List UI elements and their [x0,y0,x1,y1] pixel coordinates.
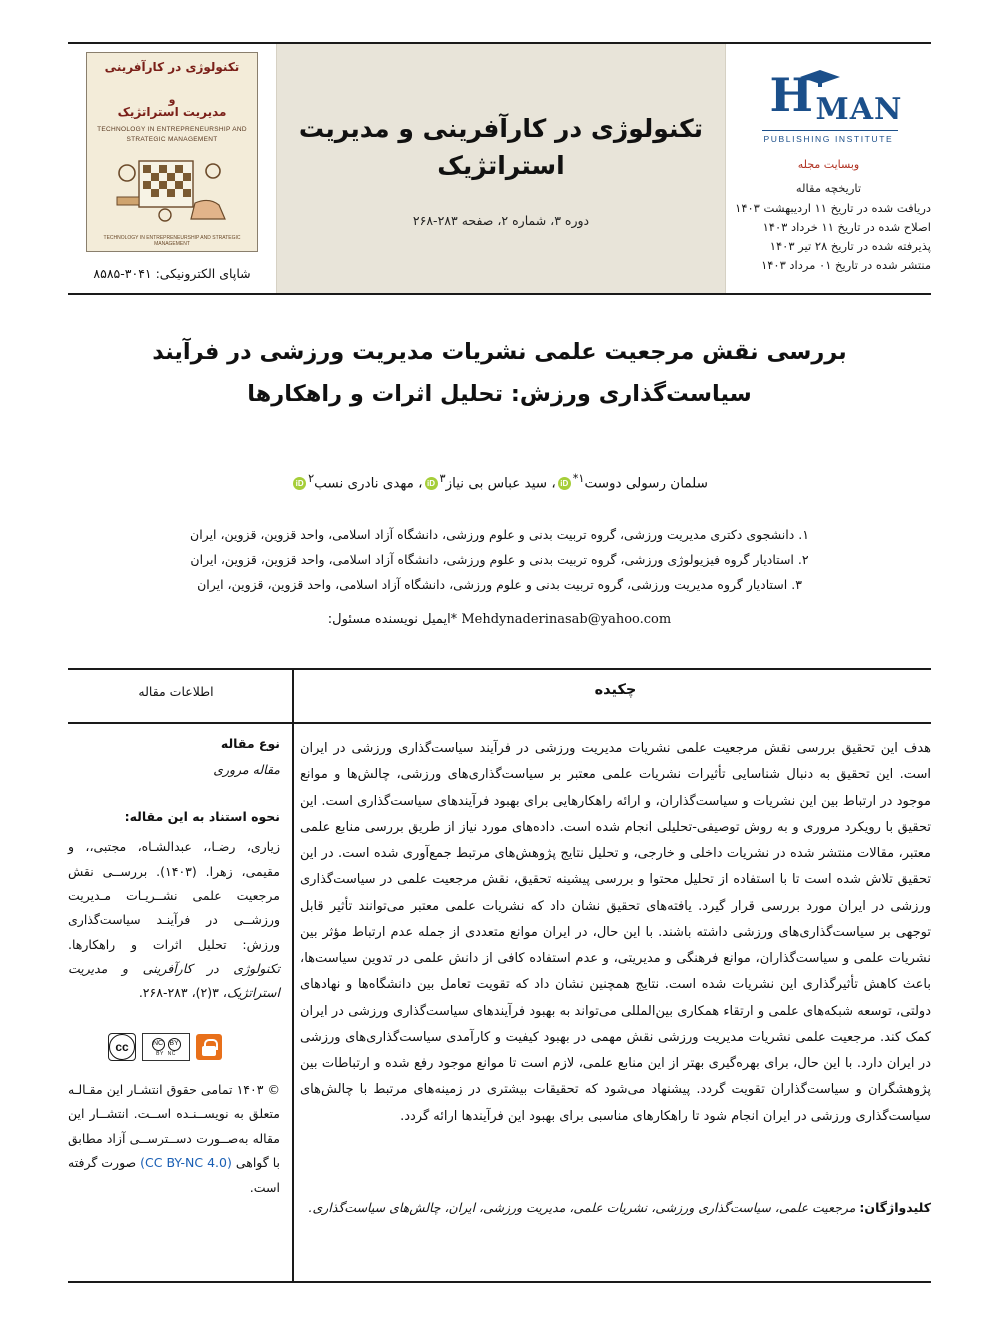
orcid-icon[interactable]: iD [558,477,571,490]
cover-footer-text: TECHNOLOGY IN ENTREPRENEURSHIP AND STRATEGIC MANAGEMENT [103,235,241,247]
affiliation-3: ۳. استادیار گروه مدیریت ورزشی، گروه تربیت بدنی و علوم ورزشی، دانشگاه آزاد اسلامی، واحد قزوین، قزوین، ایران [197,577,802,592]
publisher-tagline: PUBLISHING INSTITUTE [763,134,894,144]
cc-by-icon: BY [168,1038,181,1051]
open-access-icon [196,1034,222,1060]
journal-issue-meta: دوره ۳، شماره ۲، صفحه ۲۸۳-۲۶۸ [412,212,590,228]
keywords-label: کلیدواژگان: [859,1200,931,1215]
orcid-icon[interactable]: iD [425,477,438,490]
cc-licence-link[interactable]: (CC BY-NC 4.0) [140,1155,232,1171]
abstract-top-rule [68,668,931,670]
article-info-column [68,732,280,1006]
author-1-sup: ۱* [572,472,585,485]
affiliation-list [90,522,909,597]
history-received: دریافت شده در تاریخ ۱۱ اردیبهشت ۱۴۰۳ [735,201,931,215]
cc-nc-icon: NC [152,1038,165,1051]
licence-badges [108,1032,278,1062]
cover-english-title: TECHNOLOGY IN ENTREPRENEURSHIP AND STRATEGIC MANAGEMENT [97,126,247,143]
header-cover-column [68,44,276,293]
abstract-mid-rule [68,722,931,724]
cover-title-amp: و [168,93,176,106]
licence-statement [68,1078,280,1200]
abstract-vertical-divider [292,668,294,1281]
citation-text [68,835,280,1006]
citation-journal: تکنولوژی در کارآفرینی و مدیریت استراتژیک [68,961,280,1001]
journal-cover-image [86,52,258,252]
article-type-value: مقاله مروری [213,762,280,778]
cover-title-line1: تکنولوژی در کارآفرینی [104,60,240,74]
history-revised: اصلاح شده در تاریخ ۱۱ خرداد ۱۴۰۳ [762,219,931,234]
corresponding-label: *ایمیل نویسنده مسئول: [327,612,458,627]
orcid-icon[interactable]: iD [293,477,306,490]
citation-part-1: زیاری، رضـا،، عبدالشـاه، مجتبی،، و مقیمی، زهرا. (۱۴۰۳). بررســی نقش مرجعیت علمی نشــریـات مـدیریت ورزشــی در فرآینـد سیاست‌گذاری ورزش: تحلیل اثرات و راهکارها. [68,839,281,952]
article-history-list [726,199,931,275]
creative-commons-badge[interactable] [108,1033,136,1061]
corresponding-email[interactable]: Mehdynaderinasab@yahoo.com [461,612,672,627]
logo-letter-h: H [769,68,812,122]
author-3-name: ، مهدی نادری نسب [314,475,423,492]
cc-icon: cc [109,1034,135,1060]
header-title-column [276,44,726,293]
cc-by-nc-caption: BY NC [156,1050,176,1057]
abstract-text: هدف این تحقیق بررسی نقش مرجعیت علمی نشریات مدیریت ورزشی در فرآیند سیاست‌گذاری ورزشی در ایران است. این تحقیق به دنبال شناسایی تأثیرات نشریات علمی معتبر بر سیاست‌گذاری‌های ورزشی، چالش‌ها و موانع موجود در ارتباط بین این نشریات و سیاست‌گذاران، و ارائه راهکارهایی برای بهبود فرآیندهای سیاست‌گذاری است. این تحقیق با رویکرد مروری و به روش توصیفی-تحلیلی انجام شده است. داده‌های مورد نیاز از طریق بررسی منابع علمی معتبر، مقالات منتشر شده در نشریات داخلی و خارجی، و تحلیل نتایج پژوهش‌های مرتبط جمع‌آوری شده است. در این تحقیق تلاش شده است تا با استفاده از تحلیل محتوا و بررسی پیشینه تحقیق، نقش مرجعیت علمی در سیاست‌گذاری ورزشی در ایران مورد بررسی قرار گیرد. یافته‌های تحقیق نشان داد که نشریات علمی معتبر می‌توانند تأثیر قابل توجهی بر سیاست‌گذاری‌های ورزشی داشته باشند. با این حال، در ایران موانع متعددی از جمله عدم ارتباط مؤثر بین نشریات علمی و سیاست‌گذاران، موانع فرهنگی و مدیریتی، و عدم استفاده کافی از دانش علمی در تدوین سیاست‌ها، باعث کاهش تأثیرگذاری این نشریات شده است. نتایج همچنین نشان داد که تقویت تعامل بین دانشگاه‌ها و نهادهای دولتی، توسعه شبکه‌های علمی و ارتقاء همکاری بین‌المللی می‌تواند به بهبود فرآیندهای سیاست‌گذاری ورزشی در ایران کمک کند. مرجعیت علمی نشریات مدیریت ورزشی نقش مهمی در بهبود کیفیت و کارآمدی سیاست‌گذاری‌های ورزشی در ایران دارد. با این حال، برای بهره‌گیری بهتر از این منابع علمی، لازم است تا موانع موجود رفع شده و ارتباطات بین پژوهشگران و سیاست‌گذاران تقویت گردد. پیشنهاد می‌شود که تحقیقات بیشتری در زمینه‌های مرتبط با چالش‌های سیاست‌گذاری ورزشی در ایران انجام شود تا راهکارهای مناسبی برای بهبود این فرآیندها ارائه گردد. [300,741,931,1124]
author-2-name: ، سید عباس بی نیاز [445,475,556,492]
article-type-label: نوع مقاله [220,736,280,751]
publisher-logo [754,54,904,152]
author-list [90,472,909,492]
cc-by-nc-icons [152,1038,181,1051]
author-2-sup: ۳ [439,472,446,485]
history-accepted: پذیرفته شده در تاریخ ۲۸ تیر ۱۴۰۳ [769,238,931,253]
author-1-name: سلمان رسولی دوست [584,475,708,492]
affiliation-2: ۲. استادیار گروه فیزیولوژی ورزشی، گروه تربیت بدنی و علوم ورزشی، دانشگاه آزاد اسلامی، واحد قزوین، قزوین، ایران [190,552,809,567]
header-publisher-column [726,44,931,293]
article-info-heading: اطلاعات مقاله [138,684,214,699]
citation-part-2: ، ۳(۲)، ۲۸۳-۲۶۸. [138,985,227,1001]
corresponding-author [90,612,909,627]
licence-part-2: صورت گرفته است. [68,1155,280,1195]
journal-header [68,42,931,295]
issn-text: شاپای الکترونیکی: ۳۰۴۱-۸۵۸۵ [93,266,251,281]
logo-divider [762,130,898,131]
keywords-block [300,1196,931,1220]
logo-text-man: MAN [815,92,903,127]
citation-label: نحوه استناد به این مقاله: [124,808,280,824]
licence-part-1: © ۱۴۰۳ تمامی حقوق انتشـار این مقـالـه متعلق به نویســنـده اســت. انتشــار این مقاله به‌صــورت دســترســی آزاد مطابق با گواهی [68,1082,280,1171]
author-3-sup: ۲ [308,472,315,485]
cover-illustration [109,153,235,225]
cover-title-line2: مدیریت استراتژیک [117,105,227,119]
cc-by-nc-badge[interactable] [142,1033,190,1061]
affiliation-1: ۱. دانشجوی دکتری مدیریت ورزشی، گروه تربیت بدنی و علوم ورزشی، دانشگاه آزاد اسلامی، واحد قزوین، قزوین، ایران [190,527,809,542]
article-history-title: تاریخچه مقاله [795,181,862,195]
abstract-heading: چکیده [594,682,637,698]
journal-website-link[interactable]: وبسایت مجله [797,158,860,171]
abstract-bottom-rule [68,1281,931,1283]
history-published: منتشر شده در تاریخ ۰۱ مرداد ۱۴۰۳ [761,257,931,272]
journal-title: تکنولوژی در کارآفرینی و مدیریت استراتژیک [298,113,704,180]
page-title: بررسی نقش مرجعیت علمی نشریات مدیریت ورزشی در فرآیند سیاست‌گذاری ورزش: تحلیل اثرات و راهکارها [152,339,847,407]
keywords-values: مرجعیت علمی، سیاست‌گذاری ورزشی، نشریات علمی، مدیریت ورزشی، ایران، چالش‌های سیاست‌گذاری. [308,1200,856,1215]
